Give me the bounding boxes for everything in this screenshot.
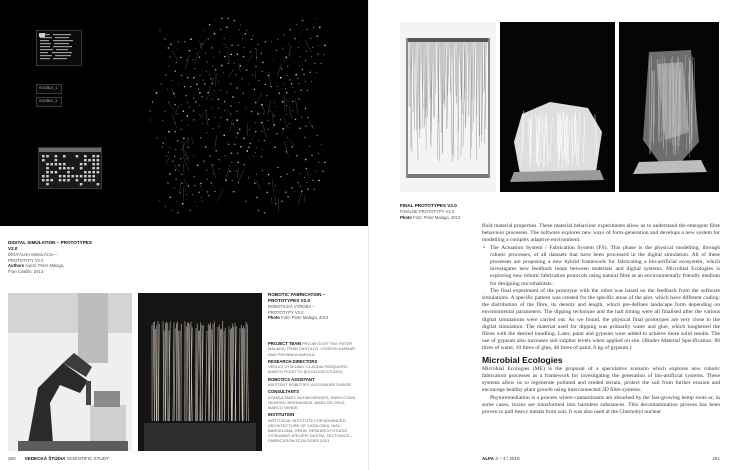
simulation-authors-label: Authors <box>8 263 25 269</box>
hanging-fibres-illustration <box>400 22 496 192</box>
robotic-photo-label: Photo <box>268 315 280 321</box>
credit-project-team: PROJECT TEAM PROJEKTOVÝ TÍM: PETER MALAGA, FRAN CASTILLO, YOGESH KARKAR AND PRIYANKA NARULA <box>268 341 356 357</box>
body-paragraph-2: The final experiment of the prototype with the robot was based on the feedback from the software simulations. A specific pattern was created for the specific areas of the plot, which have different coding: the distribution of the fibre, its density and length, which pre-defines landscape form depending on environmental parameters. The dipping technique and the halt timing were all finalised after the various digital simulations were carried out. As we found, the physical final prototypes are very close to the digital simulation. The material used for dipping was primarily water and glue, which toughened the fibres with the desired bundling. Later, paint and gypsum were added to achieve more solid results. The use of gypsum also increases soil sulphur levels when applied on site. (Binder Material Specification: 80 litres of water, 10 litres of glue, 40 litres of paint, 8 kg of gypsum.) <box>482 287 720 352</box>
right-footer <box>482 456 720 461</box>
project-credits <box>268 341 358 444</box>
final-photo-value: Foto: Peter Malaga, 2013 <box>413 214 461 220</box>
ui-label-visible-2: VISIBLE_2 <box>36 97 62 107</box>
left-footer <box>8 456 109 461</box>
robotic-caption <box>268 292 360 321</box>
robotic-caption-title-2: PROTOTYPES V2.0 <box>268 298 311 303</box>
left-study-type: SCIENTIFIC STUDY <box>66 456 110 461</box>
robot-arm-photo <box>8 293 132 451</box>
robotic-caption-subtitle-1: ROBOTICKÁ VÝROBA – <box>268 304 315 309</box>
article-body <box>482 223 720 449</box>
credit-robotics-assistant: ROBOTICS ASSISTANT ASISTENT ROBOTIKY: ALEXANDRE DUBOR <box>268 376 351 388</box>
fibre-bundles-photo <box>138 293 262 451</box>
simulation-caption <box>8 240 98 274</box>
right-journal-name: ALFA <box>482 456 494 461</box>
credit-research-directors: RESEARCH DIRECTORS VEDÚCI VÝSKUMU: CLAUDIA PASQUERO, MARCO POLETTO (ECOLOGICSTUDIO) <box>268 358 348 375</box>
simulation-parameters-panel <box>36 30 82 66</box>
section-heading-microbial-ecologies: Microbial Ecologies <box>482 354 563 365</box>
robotic-caption-title-1: ROBOTIC FABRICATION – <box>268 292 326 297</box>
right-issue: 3 – 4 / 2018 <box>495 456 520 461</box>
left-journal-name: VEDECKÁ ŠTÚDIA <box>24 456 66 461</box>
spread-gutter <box>368 0 369 470</box>
parameter-list-icon <box>37 31 81 65</box>
final-prototype-photo-3 <box>619 22 719 192</box>
body-paragraph-3: Microbial Ecologies (ME) is the proposal of a speculative scenario which explores new robotic fabrication processes as a framework for investigating the generation of bio-artificial systems. These systems allow us to regenerate polluted and eroded terrain, protect the soil from further erosion and encourage healthy plant growth using interconnected 3D fibre systems. <box>482 365 720 394</box>
final-photo-label: Photo <box>400 214 412 220</box>
digital-simulation-render <box>0 0 368 226</box>
fibre-bundles-illustration <box>138 293 262 451</box>
final-prototype-photo-1 <box>400 22 496 192</box>
right-page-number: 261 <box>712 456 720 461</box>
robot-arm-illustration <box>8 293 132 451</box>
final-caption <box>400 203 500 220</box>
simulation-caption-title: DIGITAL SIMULATION – PROTOTYPES V2.0 <box>8 240 92 251</box>
body-paragraph-4: Phytoremediation is a process where contaminants are absorbed by the fast-growing hemp roots or, in some cases, toxins are transformed into harmless substances. This decontamination process has been proven to pull heavy metals from soil. It was also used at the Chernobyl nuclear <box>482 394 720 416</box>
robotic-photo-value: Foto: Peter Malaga, 2013 <box>281 315 329 321</box>
final-caption-subtitle: FINÁLNE PROTOTYPY V2.0 <box>400 209 455 214</box>
grid-matrix-icon <box>39 152 101 188</box>
dark-fibre-column-illustration <box>619 22 719 192</box>
final-prototype-photo-2 <box>500 22 615 192</box>
white-fibre-block-illustration <box>500 22 615 192</box>
simulation-grid-window <box>38 147 102 189</box>
simulation-caption-subtitle-1: DIGITÁLNA SIMULÁCIA – <box>8 252 57 257</box>
credit-consultants: CONSULTANTS KONZULTANTI: ACHIM MENGES, ENRICO DINI, GIORGIO JERONIMIDIS, MARCOS CRUZ, MARCO VERDE <box>268 389 357 411</box>
body-paragraph-1: fluid material properties. These material behaviour experiments allow us to understand the emergent fibre behaviour processes. The software explores new ways of form-generation and develops a new system for modelling a complex adaptive environment. <box>482 223 720 244</box>
final-caption-title: FINAL PROTOTYPES V2.0 <box>400 203 457 208</box>
left-page-number: 260 <box>8 456 16 461</box>
ui-label-visible-1: VISIBLE_1 <box>36 84 62 94</box>
bullet-icon: • <box>483 244 485 251</box>
body-bullet: • The Actuation System / Fabrication System (FS). This phase is the physical modelling, through robotic processes, of all datasets that have been processed in the digital simulation. All of these processes are proposing a new hybrid framework for fabricating a bio-artificial ecosystem, which investigates new feedback loops between materials and digital systems. Microbial Ecologies is exploring new robotic fabrication protocols using natural fibre as an environmentally friendly medium for designing microhabitats. <box>483 244 720 287</box>
robotic-caption-subtitle-2: PROTOTYPY V2.0 <box>268 309 304 315</box>
simulation-authors-value: Autori: Peter Malaga, <box>25 263 65 269</box>
simulation-authors-value-2: Fran Castillo, 2013 <box>8 268 44 274</box>
simulation-caption-subtitle-2: PROTOTYPY V2.0 <box>8 257 44 263</box>
credit-institution: INSTITUTION INŠTITÚCIA: INSTITUTE FOR ADVANCED ARCHITECTURE OF CATALONIA, IAAC, BARCELONA, SPAIN, RESEARCH STUDIO VÝSKUMNÝ ATELIÉR: DIGITAL TECTONICS – FABRICATION ECOLOGIES 2013 <box>268 412 353 444</box>
